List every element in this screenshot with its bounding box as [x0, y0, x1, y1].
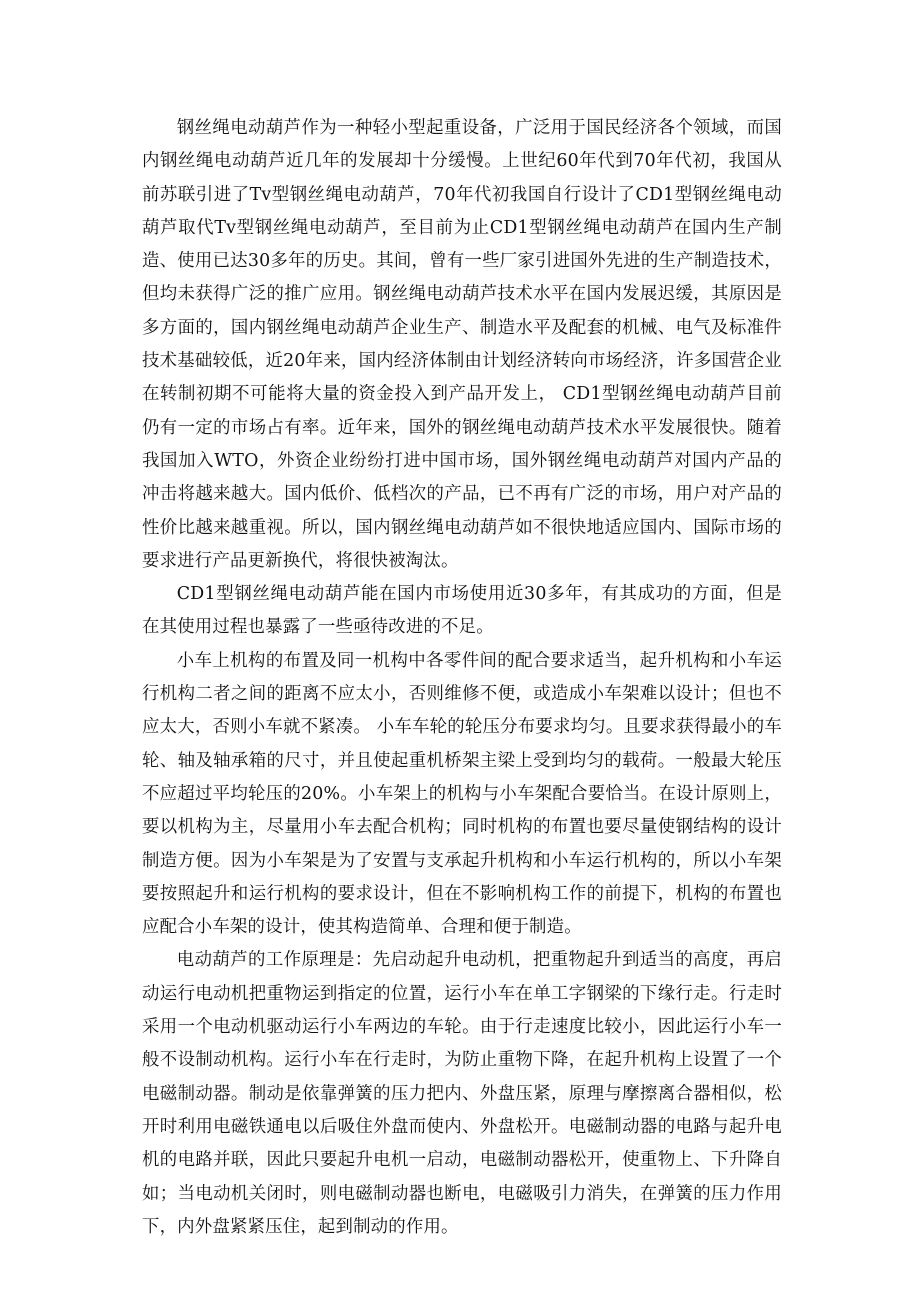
paragraph-industry-overview: 钢丝绳电动葫芦作为一种轻小型起重设备，广泛用于国民经济各个领域，而国内钢丝绳电动葫芦近几年的发展却十分缓慢。上世纪60年代到70年代初，我国从前苏联引进了Tv型钢丝绳电动葫芦，70年代初我国自行设计了CD1型钢丝绳电动 葫芦取代Tv型钢丝绳电动葫芦，至目前为止CD1型钢丝绳电动葫芦在国内生产制造、使用已达30多年的历史。其间，曾有一些厂家引进国外先进的生产制造技术，但均未获得广泛的推广应用。钢丝绳电动葫芦技术水平在国内发展迟缓，其原因是多方面的，国内钢丝绳电动葫芦企业生产、制造水平及配套的机械、电气及标准件技术基础较低，近20年来，国内经济体制由计划经济转向市场经济，许多国营企业在转制初期不可能将大量的资金投入到产品开发上， CD1型钢丝绳电动葫芦目前仍有一定的市场占有率。近年来，国外的钢丝绳电动葫芦技术水平发展很快。随着我国加入WTO，外资企业纷纷打进中国市场，国外钢丝绳电动葫芦对国内产品的冲击将越来越大。国内低价、低档次的产品，已不再有广泛的市场，用户对产品的性价比越来越重视。所以，国内钢丝绳电动葫芦如不很快地适应国内、国际市场的要求进行产品更新换代，将很快被淘汰。 — [142, 118, 782, 571]
paragraph-trolley-layout: 小车上机构的布置及同一机构中各零件间的配合要求适当，起升机构和小车运行机构二者之间的距离不应太小，否则维修不便，或造成小车架难以设计；但也不应太大，否则小车就不紧凑。 小车车轮的轮压分布要求均匀。且要求获得最小的车轮、轴及轴承箱的尺寸，并且使起重机桥架主梁上受到均匀的载荷。一般最大轮压不应超过平均轮压的20%。小车架上的机构与小车架配合要恰当。在设计原则上，要以机构为主，尽量用小车去配合机构；同时机构的布置也要尽量使钢结构的设计制造方便。因为小车架是为了安置与支承起升机构和小车运行机构的，所以小车架要按照起升和运行机构的要求设计，但在不影响机构工作的前提下，机构的布置也应配合小车架的设计，使其构造简单、合理和便于制造。 — [142, 650, 782, 938]
document-body — [142, 112, 782, 1244]
paragraph-working-principle: 电动葫芦的工作原理是：先启动起升电动机，把重物起升到适当的高度，再启动运行电动机把重物运到指定的位置，运行小车在单工字钢梁的下缘行走。行走时采用一个电动机驱动运行小车两边的车轮。由于行走速度比较小，因此运行小车一般不设制动机构。运行小车在行走时，为防止重物下降，在起升机构上设置了一个电磁制动器。制动是依靠弹簧的压力把内、外盘压紧，原理与摩擦离合器相似，松开时利用电磁铁通电以后吸住外盘而使内、外盘松开。电磁制动器的电路与起升电机的电路并联，因此只要起升电机一启动，电磁制动器松开，使重物上、下升降自如；当电动机关闭时，则电磁制动器也断电，电磁吸引力消失，在弹簧的压力作用下，内外盘紧紧压住，起到制动的作用。 — [142, 950, 782, 1237]
paragraph-cd1-shortcomings: CD1型钢丝绳电动葫芦能在国内市场使用近30多年，有其成功的方面，但是在其使用过程也暴露了一些亟待改进的不足。 — [142, 584, 782, 638]
